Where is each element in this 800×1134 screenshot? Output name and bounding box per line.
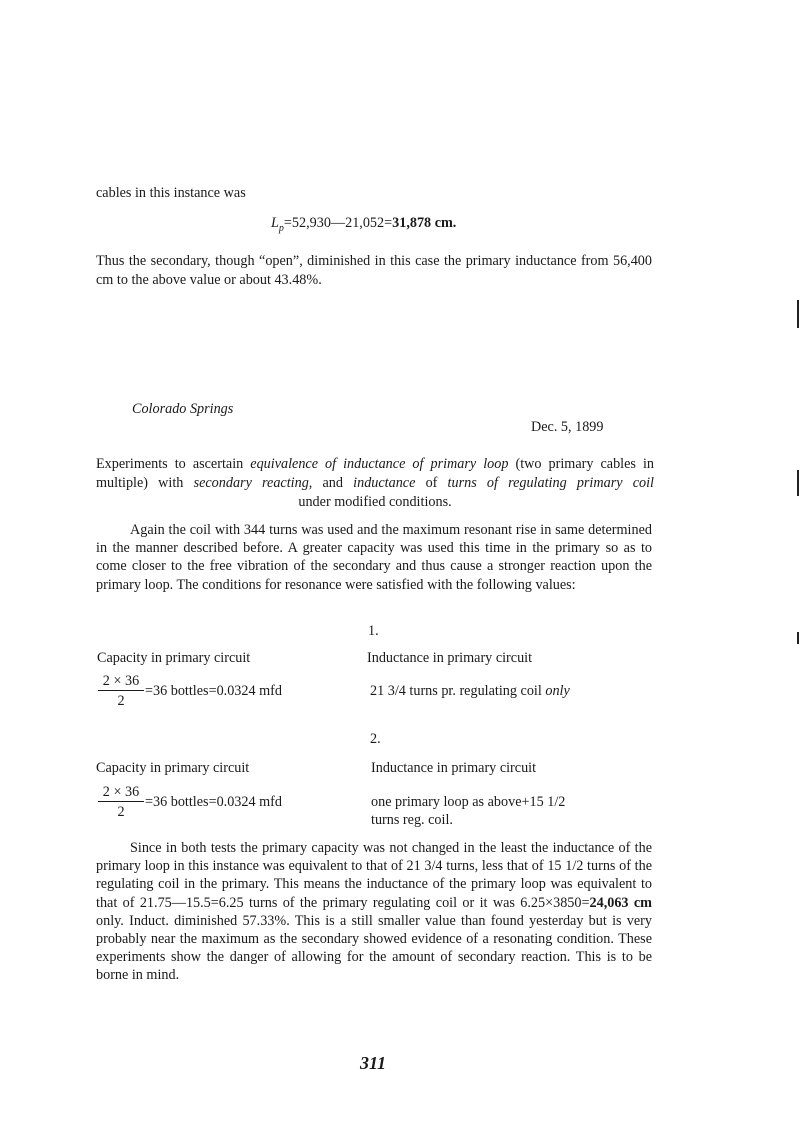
test-2-number: 2. xyxy=(370,731,381,747)
test-2-inductance-value-line2: turns reg. coil. xyxy=(371,812,453,828)
intro-line: cables in this instance was xyxy=(96,185,246,201)
test-2-inductance-value-line1: one primary loop as above+15 1/2 xyxy=(371,794,566,810)
test-1-capacity-value: =36 bottles=0.0324 mfd xyxy=(145,683,282,699)
fraction-denominator: 2 xyxy=(117,804,125,820)
entry-place: Colorado Springs xyxy=(132,401,234,417)
fraction-denominator: 2 xyxy=(117,693,125,709)
experiment-heading xyxy=(96,455,654,512)
scan-edge-mark xyxy=(797,632,799,644)
page-number: 311 xyxy=(360,1053,387,1073)
fraction-numerator: 2 × 36 xyxy=(102,673,140,689)
paragraph-thus: Thus the secondary, though “open”, diminished in this case the primary inductance from 56,400 cm to the above value or about 43.48%. xyxy=(96,253,652,288)
inductance-equation xyxy=(271,215,456,234)
test-1-number: 1. xyxy=(368,623,379,639)
equation-rhs: =52,930—21,052= xyxy=(283,215,393,231)
test-1-inductance-value: 21 3/4 turns pr. regulating coil only xyxy=(370,683,570,699)
equation-subscript: p xyxy=(278,222,284,234)
test-2-inductance-label: Inductance in primary circuit xyxy=(371,760,537,776)
equation-symbol: L xyxy=(271,215,279,231)
equation-result: 31,878 cm. xyxy=(392,215,457,231)
heading-last-line: under modified conditions. xyxy=(298,494,452,510)
test-2-capacity-value: =36 bottles=0.0324 mfd xyxy=(145,794,282,810)
scan-edge-mark xyxy=(797,300,799,328)
test-2-fraction xyxy=(97,783,145,822)
paragraph-since: Since in both tests the primary capacity was not changed in the least the inductance of the primary loop in this instance was equivalent to that of 21 3/4 turns, less that of 15 1/2 turns of the regulating coil in the primary. This means the inductance of the primary loop was equivalent to that of 21.75—15.5=6.25 turns of the primary regulating coil or it was 6.25×3850=24,063 cm only. Induct. diminished 57.33%. This is a still smaller value than found yesterday but is very probably near the maximum as the secondary showed evidence of a resonating condition. These experiments show the danger of allowing for the amount of secondary reaction. This is to be borne in mind. xyxy=(96,840,653,984)
fraction-numerator: 2 × 36 xyxy=(102,784,140,800)
test-1-inductance-label: Inductance in primary circuit xyxy=(367,650,533,666)
test-1-capacity-label: Capacity in primary circuit xyxy=(97,650,251,666)
test-2-capacity-label: Capacity in primary circuit xyxy=(96,760,250,776)
heading-lines: Experiments to ascertain equivalence of inductance of primary loop (two primary cables in multiple) with secondary reacting, and inductance of turns of regulating primary coil xyxy=(96,456,654,491)
entry-date: Dec. 5, 1899 xyxy=(531,419,604,435)
test-1-fraction xyxy=(97,672,145,711)
scan-edge-mark xyxy=(797,470,799,496)
paragraph-again: Again the coil with 344 turns was used and the maximum resonant rise in same determined in the manner described before. A greater capacity was used this time in the primary so as to come closer to the free vibration of the secondary and thus cause a stronger reaction upon the primary loop. The conditions for resonance were satisfied with the following values: xyxy=(96,522,652,593)
